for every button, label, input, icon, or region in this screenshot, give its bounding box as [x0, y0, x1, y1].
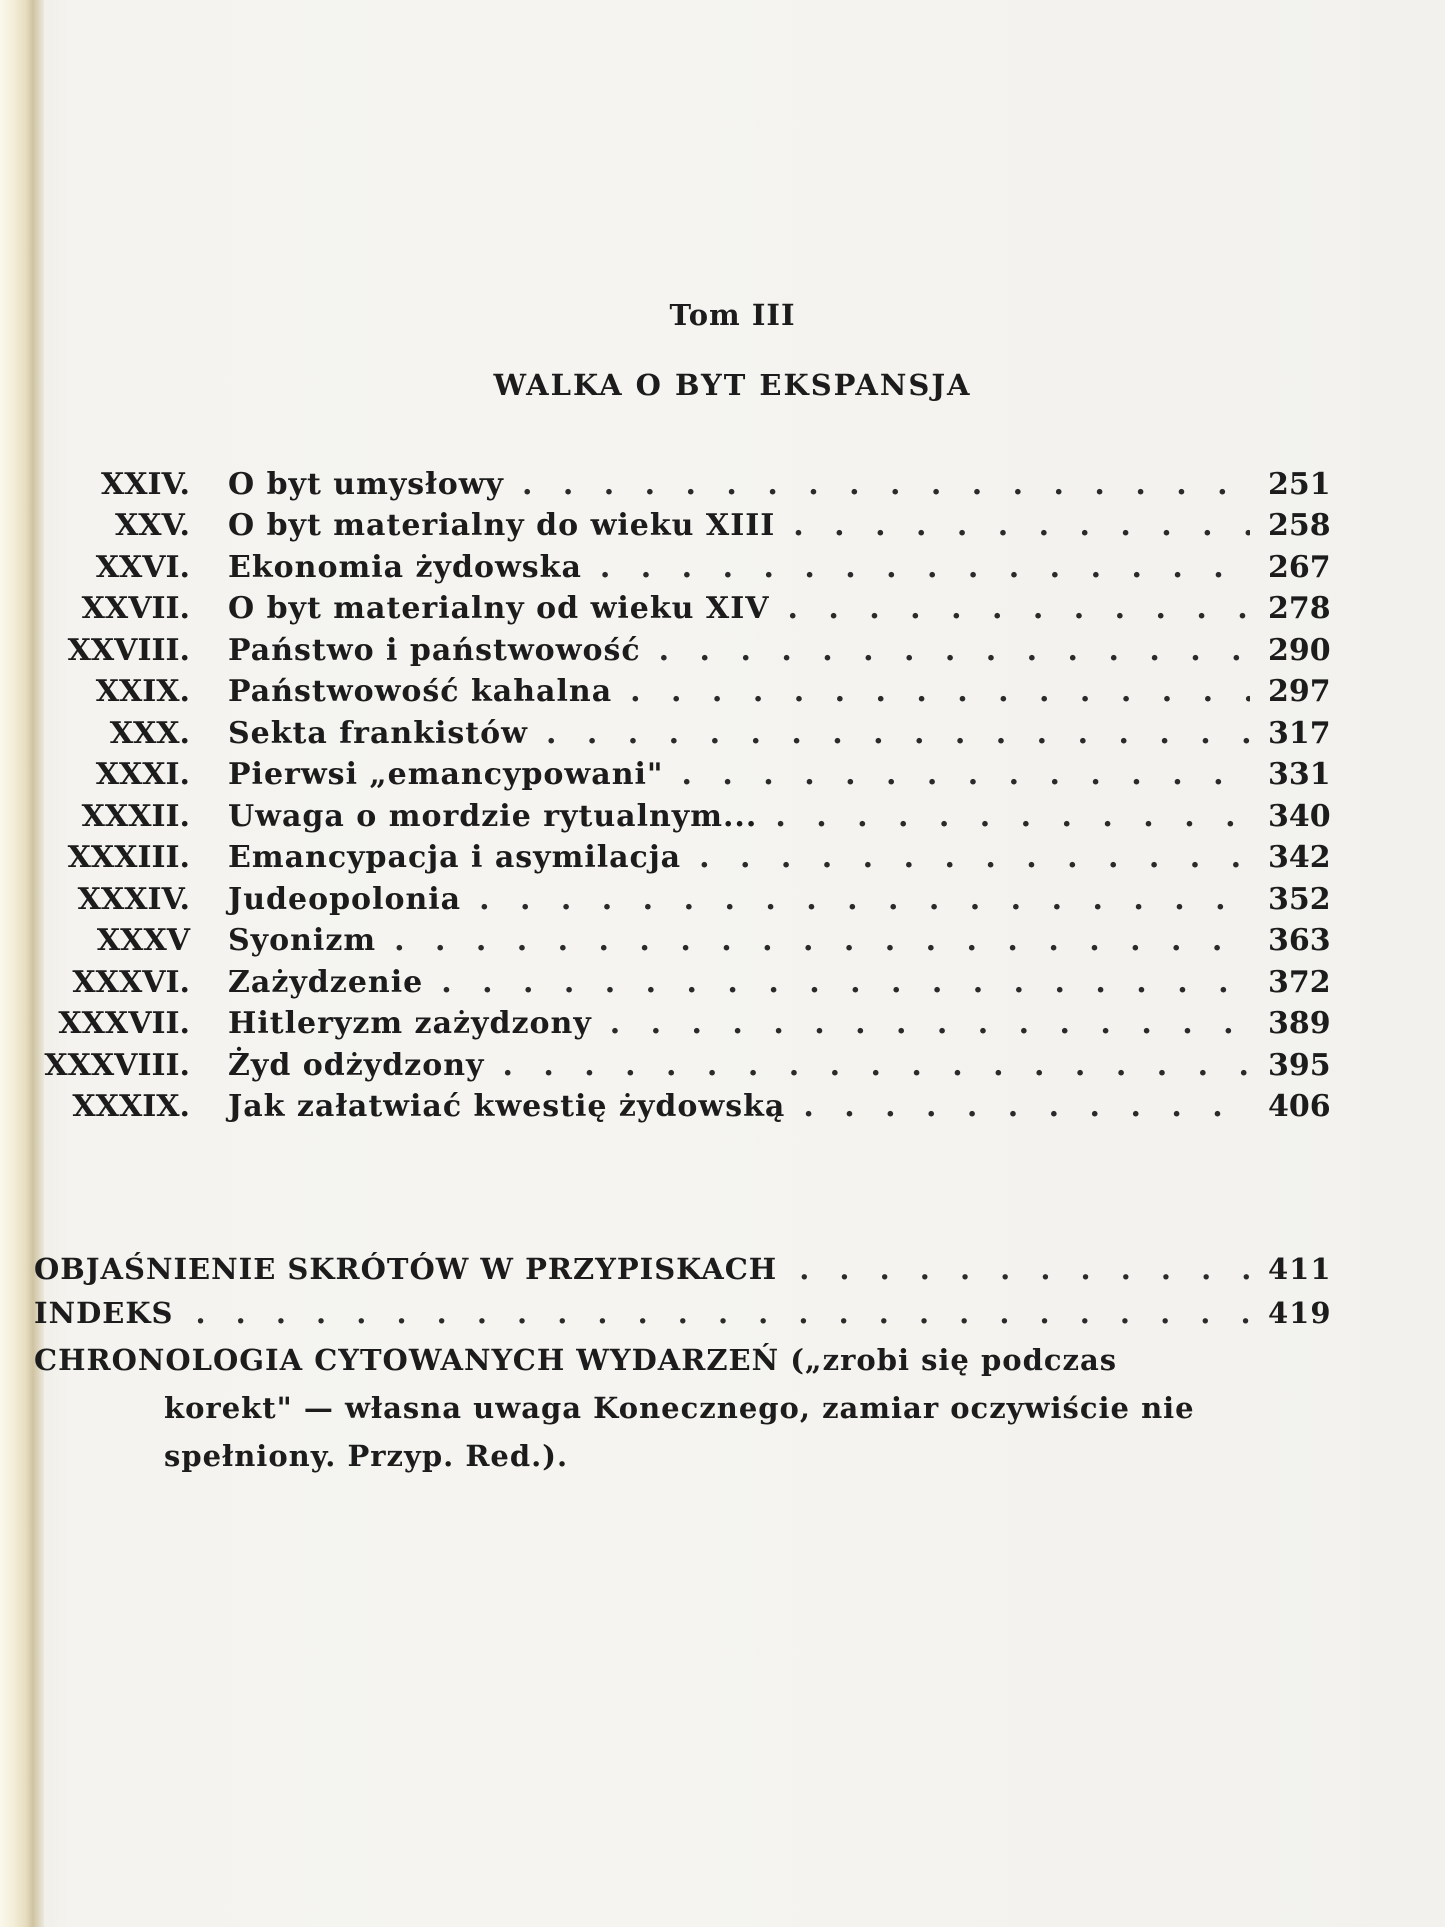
- page-number: 297: [1268, 674, 1331, 709]
- chapter-title: Syonizm: [228, 923, 377, 958]
- chapter-title: Hitleryzm zażydzony: [228, 1006, 592, 1041]
- dot-leader: [600, 550, 1250, 585]
- chapter-number: XXV.: [114, 508, 190, 543]
- page-number: 340: [1268, 798, 1331, 834]
- toc-row: [40, 792, 1330, 834]
- chapter-title: O byt materialny od wieku XIV: [228, 591, 770, 626]
- chapter-number: XXVI.: [95, 549, 190, 585]
- chapter-number: XXXII.: [81, 798, 190, 834]
- dot-leader: [441, 965, 1250, 1000]
- page-number: 267: [1268, 549, 1331, 585]
- toc-row: [40, 502, 1330, 544]
- chronology-entry: [34, 1336, 1234, 1480]
- toc-row: [40, 543, 1330, 585]
- dot-leader: [775, 799, 1250, 834]
- chapter-number: XXXI.: [95, 757, 190, 792]
- dot-leader: [799, 1252, 1250, 1286]
- toc-row: [40, 668, 1330, 710]
- appendix-section: [34, 1242, 1330, 1480]
- page-number: 411: [1268, 1252, 1332, 1286]
- toc-row: [40, 460, 1330, 502]
- chapter-title: Pierwsi „emancypowani": [228, 757, 664, 792]
- appendix-title: INDEKS: [34, 1296, 174, 1330]
- appendix-row: [34, 1286, 1330, 1330]
- dot-leader: [610, 1006, 1250, 1041]
- page-number: 372: [1268, 964, 1331, 1000]
- volume-title: Tom III: [669, 298, 796, 332]
- page-number: 342: [1268, 840, 1331, 875]
- toc-row: [40, 709, 1330, 751]
- appendix-title: OBJAŚNIENIE SKRÓTÓW W PRZYPISKACH: [34, 1252, 778, 1286]
- dot-leader: [195, 1296, 1250, 1330]
- section-title: WALKA O BYT EKSPANSJA: [493, 368, 972, 402]
- page-number: 389: [1268, 1006, 1331, 1041]
- dot-leader: [522, 467, 1250, 502]
- page-number: 317: [1268, 715, 1331, 751]
- chapter-number: XXXVIII.: [44, 1047, 190, 1083]
- page-number: 352: [1268, 881, 1331, 917]
- page-number: 258: [1268, 508, 1331, 543]
- dot-leader: [546, 716, 1250, 751]
- toc-row: [40, 1000, 1330, 1042]
- page-number: 331: [1268, 757, 1331, 792]
- chronology-line: korekt" — własna uwaga Konecznego, zamiar oczywiście nie: [164, 1391, 1195, 1425]
- chapter-number: XXXVII.: [58, 1006, 190, 1041]
- toc-row: [40, 958, 1330, 1000]
- chapter-title: Uwaga o mordzie rytualnym...: [228, 798, 758, 834]
- dot-leader: [394, 923, 1250, 958]
- chapter-number: XXIV.: [100, 466, 190, 502]
- chapter-title: O byt materialny do wieku XIII: [228, 508, 776, 543]
- dot-leader: [630, 674, 1250, 709]
- chronology-line: CHRONOLOGIA CYTOWANYCH WYDARZEŃ („zrobi się podczas: [34, 1343, 1118, 1377]
- dot-leader: [479, 882, 1250, 917]
- chapter-title: Zażydzenie: [228, 964, 424, 1000]
- toc-row: [40, 917, 1330, 959]
- chronology-line: spełniony. Przyp. Red.).: [164, 1439, 569, 1473]
- dot-leader: [659, 633, 1250, 668]
- dot-leader: [803, 1089, 1250, 1124]
- page-number: 251: [1268, 466, 1331, 502]
- chapter-title: Państwowość kahalna: [228, 674, 613, 709]
- toc-row: [40, 834, 1330, 876]
- chapter-title: Państwo i państwowość: [228, 632, 641, 668]
- page-number: 395: [1268, 1047, 1331, 1083]
- chapter-number: XXXIII.: [67, 840, 190, 875]
- dot-leader: [793, 508, 1250, 543]
- chapter-number: XXVIII.: [67, 632, 190, 668]
- page-number: 290: [1268, 632, 1331, 668]
- chapter-number: XXX.: [109, 715, 190, 751]
- chapter-title: Żyd odżydzony: [228, 1047, 485, 1083]
- chapter-number: XXXIV.: [77, 881, 190, 917]
- chapter-number: XXVII.: [81, 591, 190, 626]
- chapter-title: Sekta frankistów: [228, 715, 529, 751]
- toc-row: [40, 585, 1330, 627]
- dot-leader: [502, 1048, 1250, 1083]
- appendix-row: [34, 1242, 1330, 1286]
- dot-leader: [682, 757, 1250, 792]
- chapter-number: XXXIX.: [72, 1089, 190, 1124]
- chapter-title: O byt umysłowy: [228, 466, 504, 502]
- table-of-contents: [40, 460, 1330, 1124]
- toc-row: [40, 1083, 1330, 1125]
- page-number: 363: [1268, 923, 1331, 958]
- toc-row: [40, 751, 1330, 793]
- toc-row: [40, 626, 1330, 668]
- page-binding-edge: [0, 0, 44, 1927]
- chapter-number: XXXVI.: [72, 964, 190, 1000]
- chapter-title: Judeopolonia: [228, 881, 462, 917]
- page-number: 419: [1268, 1296, 1332, 1330]
- chapter-number: XXXV: [96, 923, 190, 958]
- chapter-title: Jak załatwiać kwestię żydowską: [228, 1089, 786, 1124]
- chapter-title: Emancypacja i asymilacja: [228, 840, 682, 875]
- dot-leader: [788, 591, 1250, 626]
- toc-row: [40, 875, 1330, 917]
- dot-leader: [699, 840, 1250, 875]
- chapter-number: XXIX.: [95, 674, 190, 709]
- page-number: 406: [1268, 1089, 1331, 1124]
- chapter-title: Ekonomia żydowska: [228, 549, 582, 585]
- page-number: 278: [1268, 591, 1331, 626]
- toc-row: [40, 1041, 1330, 1083]
